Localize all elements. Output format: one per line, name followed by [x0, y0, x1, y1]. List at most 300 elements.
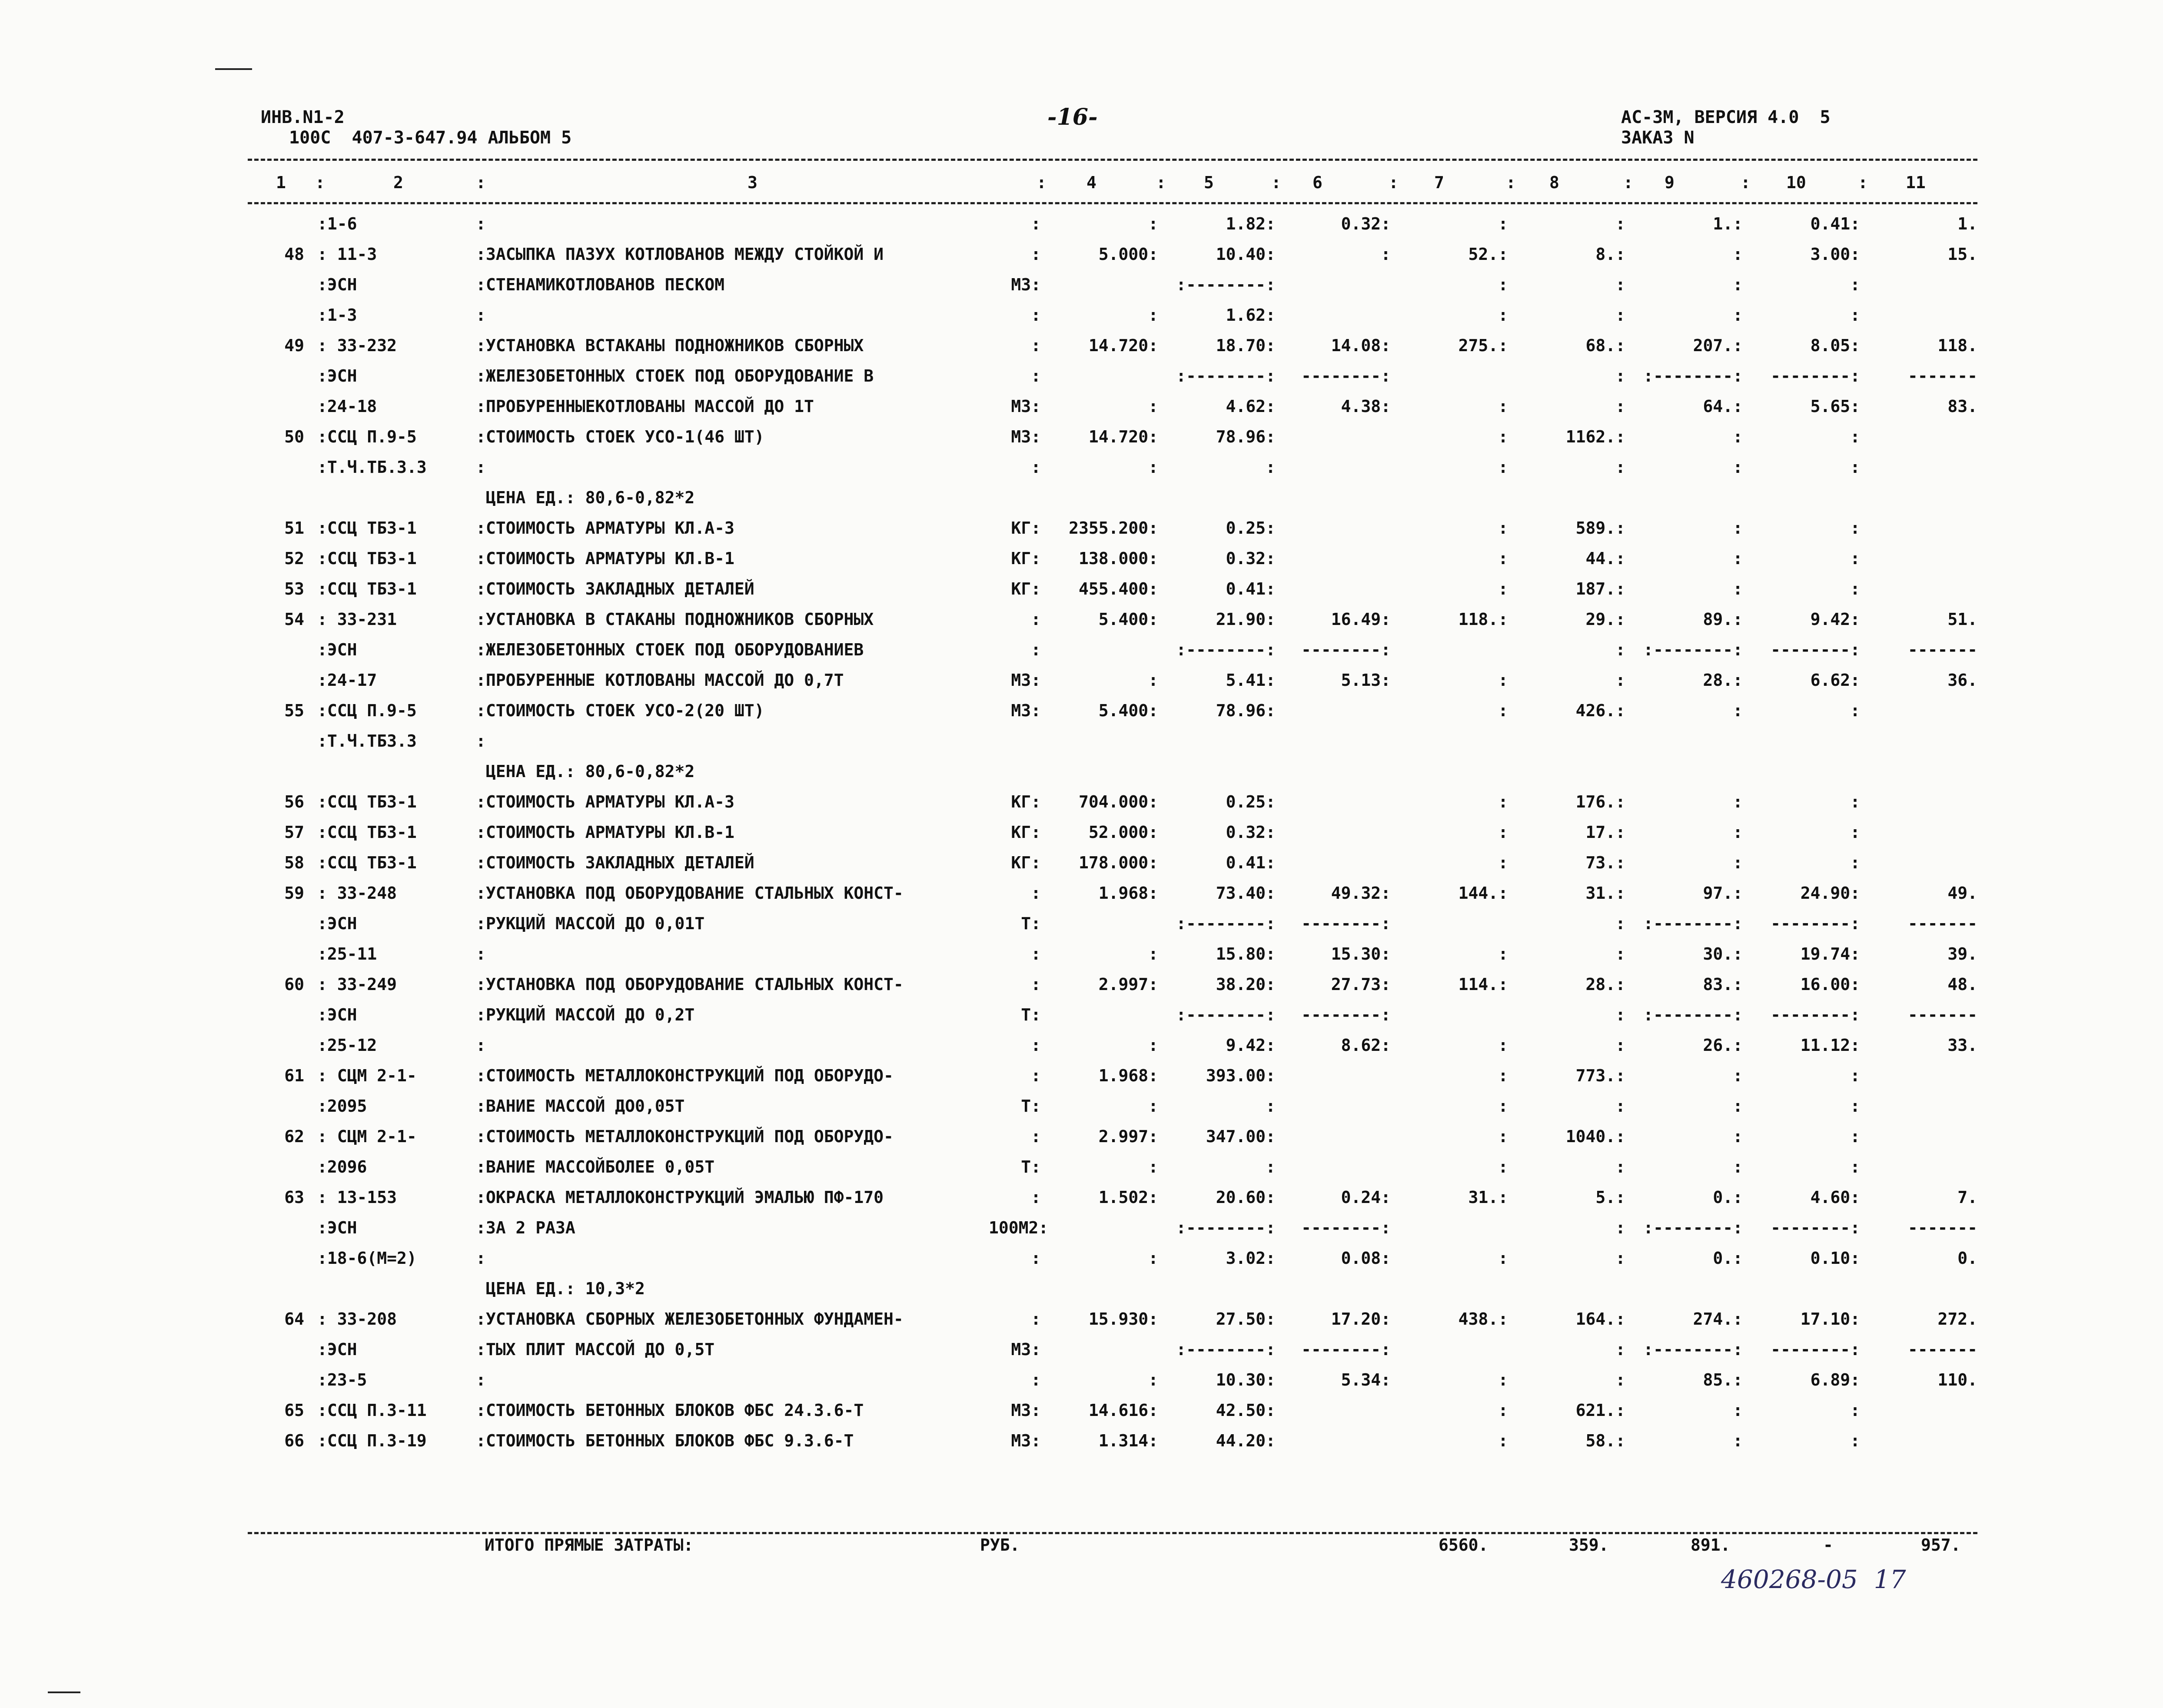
cell-2: : 33-249	[317, 975, 397, 994]
cell-9: :	[1615, 1036, 1625, 1055]
cell-9: :	[1615, 275, 1625, 294]
cell-11: --------:	[1771, 366, 1860, 385]
cell-8: :	[1498, 1066, 1508, 1085]
cell-7: 0.32:	[1341, 214, 1391, 233]
cell-9: :	[1615, 914, 1625, 933]
cell-9: 44.:	[1585, 549, 1625, 568]
cell-2: :25-11	[317, 944, 377, 964]
header-left-1: ИНВ.N1-2	[261, 107, 345, 127]
cell-6: 42.50:	[1216, 1401, 1276, 1420]
cell-3: :СТОИМОСТЬ АРМАТУРЫ КЛ.А-3	[476, 518, 734, 538]
cell-12: -------	[1907, 1218, 1977, 1237]
cell-12: 118.	[1937, 336, 1977, 355]
cell-3: :СТОИМОСТЬ МЕТАЛЛОКОНСТРУКЦИЙ ПОД ОБОРУДО-	[476, 1127, 894, 1146]
cell-9: 1162.:	[1565, 427, 1625, 446]
cell-4: КГ:	[1011, 579, 1041, 598]
table-row	[250, 669, 1977, 691]
col-11-header: 11	[1906, 173, 1926, 192]
cell-5: 14.720:	[1088, 427, 1158, 446]
cell-11: :	[1850, 579, 1860, 598]
cell-4: КГ:	[1011, 853, 1041, 872]
cell-9: 58.:	[1585, 1431, 1625, 1450]
cell-4: :	[1031, 245, 1041, 264]
cell-3: :ПРОБУРЕННЫЕ КОТЛОВАНЫ МАССОЙ ДО 0,7Т	[476, 671, 844, 690]
col-2-header: 2	[393, 173, 403, 192]
cell-6: 20.60:	[1216, 1188, 1276, 1207]
table-row	[250, 1186, 1977, 1208]
cell-11: --------:	[1771, 1218, 1860, 1237]
cell-8: :	[1498, 579, 1508, 598]
cell-5: :	[1148, 306, 1158, 325]
cell-1: 64	[284, 1309, 304, 1329]
cell-10: 85.:	[1703, 1370, 1743, 1389]
cell-12: 110.	[1937, 1370, 1977, 1389]
cell-11: :	[1850, 458, 1860, 477]
cell-11: 17.10:	[1800, 1309, 1860, 1329]
cell-2: :ЭСН	[317, 366, 357, 385]
col-7-header: 7	[1434, 173, 1444, 192]
cell-3: :	[476, 944, 486, 964]
cell-2: :24-18	[317, 397, 377, 416]
table-row	[250, 821, 1977, 843]
cell-5: 1.502:	[1098, 1188, 1158, 1207]
cell-5: 5.400:	[1098, 701, 1158, 720]
cell-6: 44.20:	[1216, 1431, 1276, 1450]
cell-3: :	[476, 1249, 486, 1268]
cell-12: 48.	[1947, 975, 1977, 994]
cell-12: -------	[1907, 1340, 1977, 1359]
table-row	[250, 1278, 1977, 1299]
cell-6: 347.00:	[1206, 1127, 1276, 1146]
cell-3: :ВАНИЕ МАССОЙ ДО0,05Т	[476, 1097, 685, 1116]
cell-1: 57	[284, 823, 304, 842]
cell-11: 9.42:	[1810, 610, 1860, 629]
cell-8: :	[1498, 1431, 1508, 1450]
cell-1: 55	[284, 701, 304, 720]
cell-2: :2096	[317, 1157, 367, 1176]
table-row	[250, 974, 1977, 995]
cell-2: : 33-248	[317, 884, 397, 903]
cell-9: :	[1615, 397, 1625, 416]
cell-8: :	[1498, 792, 1508, 811]
cell-9: 773.:	[1575, 1066, 1625, 1085]
col-6-header: 6	[1312, 173, 1322, 192]
cell-2: : 33-208	[317, 1309, 397, 1329]
cell-11: :	[1850, 1431, 1860, 1450]
table-row	[250, 1308, 1977, 1330]
cell-12: 49.	[1947, 884, 1977, 903]
cell-11: :	[1850, 792, 1860, 811]
cell-3: :СТОИМОСТЬ БЕТОННЫХ БЛОКОВ ФБС 24.3.6-Т	[476, 1401, 864, 1420]
cell-11: :	[1850, 1097, 1860, 1116]
cell-8: :	[1498, 397, 1508, 416]
cell-5: 14.720:	[1088, 336, 1158, 355]
cell-4: :	[1031, 1127, 1041, 1146]
cell-3: :	[476, 458, 486, 477]
header-right-1: АС-3М, ВЕРСИЯ 4.0 5	[1621, 107, 1831, 127]
col-8-header: 8	[1549, 173, 1559, 192]
cell-3: ЦЕНА ЕД.: 10,3*2	[476, 1279, 645, 1298]
table-row	[250, 1004, 1977, 1026]
table-row	[250, 548, 1977, 569]
cell-10: 274.:	[1693, 1309, 1743, 1329]
cell-4: Т:	[1021, 914, 1041, 933]
cell-2: :ССЦ ТБ3-1	[317, 792, 417, 811]
cell-9: 426.:	[1575, 701, 1625, 720]
cell-2: :ЭСН	[317, 1005, 357, 1024]
col-3-header: 3	[748, 173, 758, 192]
cell-6: 4.62:	[1226, 397, 1276, 416]
col-1-header: 1	[276, 173, 286, 192]
cell-3: :ВАНИЕ МАССОЙБОЛЕЕ 0,05Т	[476, 1157, 715, 1176]
cell-2: : СЦМ 2-1-	[317, 1127, 417, 1146]
cell-9: 176.:	[1575, 792, 1625, 811]
cell-2: :Т.Ч.ТБ.3.3	[317, 458, 427, 477]
cell-3: :ЗА 2 РАЗА	[476, 1218, 575, 1237]
cell-5: :	[1148, 214, 1158, 233]
cell-4: М3:	[1011, 1401, 1041, 1420]
cell-4: :	[1031, 944, 1041, 964]
column-header-row: 1 2 3 4 5 6 7 8 9 10 11 : : : : : : : : : :	[250, 169, 1977, 196]
cell-8: 31.:	[1468, 1188, 1508, 1207]
col-10-header: 10	[1786, 173, 1806, 192]
cell-2: :ССЦ П.3-19	[317, 1431, 427, 1450]
cell-3: :ЗАСЫПКА ПАЗУХ КОТЛОВАНОВ МЕЖДУ СТОЙКОЙ И	[476, 245, 884, 264]
table-row	[250, 456, 1977, 478]
cell-12: 36.	[1947, 671, 1977, 690]
cell-5: 704.000:	[1078, 792, 1158, 811]
cell-6: 78.96:	[1216, 427, 1276, 446]
cell-12: 1.	[1957, 214, 1977, 233]
cell-3: :СТЕНАМИКОТЛОВАНОВ ПЕСКОМ	[476, 275, 724, 294]
cell-7: --------:	[1301, 914, 1391, 933]
cell-5: :	[1148, 1097, 1158, 1116]
cell-5: :	[1148, 397, 1158, 416]
cell-7: --------:	[1301, 640, 1391, 659]
cell-10: :	[1733, 1127, 1743, 1146]
cell-7: 5.13:	[1341, 671, 1391, 690]
cell-8: :	[1498, 306, 1508, 325]
cell-12: 33.	[1947, 1036, 1977, 1055]
cell-11: --------:	[1771, 914, 1860, 933]
cell-4: КГ:	[1011, 792, 1041, 811]
stray-mark-bottom	[48, 1691, 80, 1693]
table-row	[250, 913, 1977, 934]
cell-8: 52.:	[1468, 245, 1508, 264]
table-row	[250, 487, 1977, 508]
cell-12: 51.	[1947, 610, 1977, 629]
cell-9: 187.:	[1575, 579, 1625, 598]
cell-3: :ЖЕЛЕЗОБЕТОННЫХ СТОЕК ПОД ОБОРУДОВАНИЕВ	[476, 640, 864, 659]
cell-4: :	[1031, 640, 1041, 659]
cell-8: :	[1498, 549, 1508, 568]
cell-11: 5.65:	[1810, 397, 1860, 416]
cell-11: --------:	[1771, 1005, 1860, 1024]
cell-5: 2.997:	[1098, 975, 1158, 994]
cell-6: 1.62:	[1226, 306, 1276, 325]
cell-3: :ЖЕЛЕЗОБЕТОННЫХ СТОЕК ПОД ОБОРУДОВАНИЕ В	[476, 366, 874, 385]
cell-11: :	[1850, 549, 1860, 568]
cell-1: 60	[284, 975, 304, 994]
cell-2: :ССЦ ТБ3-1	[317, 579, 417, 598]
totals-col7: 6560.	[1439, 1535, 1489, 1555]
cell-2: :ЭСН	[317, 275, 357, 294]
table-row	[250, 791, 1977, 813]
totals-col10: -	[1823, 1535, 1833, 1555]
cell-2: :ССЦ ТБ3-1	[317, 518, 417, 538]
cell-6: 0.32:	[1226, 549, 1276, 568]
table-row	[250, 1065, 1977, 1087]
cell-7: 14.08:	[1331, 336, 1391, 355]
cell-2: :ССЦ П.9-5	[317, 701, 417, 720]
cell-2: :ССЦ ТБ3-1	[317, 823, 417, 842]
cell-6: :--------:	[1176, 1340, 1276, 1359]
cell-6: 10.30:	[1216, 1370, 1276, 1389]
cell-12: -------	[1907, 640, 1977, 659]
cell-6: :--------:	[1176, 366, 1276, 385]
cell-2: :ЭСН	[317, 1340, 357, 1359]
table-row	[250, 882, 1977, 904]
cell-7: 17.20:	[1331, 1309, 1391, 1329]
cell-8: :	[1498, 1401, 1508, 1420]
cell-5: 1.968:	[1098, 884, 1158, 903]
cell-7: 4.38:	[1341, 397, 1391, 416]
cell-3: :ОКРАСКА МЕТАЛЛОКОНСТРУКЦИЙ ЭМАЛЬЮ ПФ-170	[476, 1188, 884, 1207]
cell-8: :	[1498, 1097, 1508, 1116]
cell-9: :	[1615, 640, 1625, 659]
cell-1: 56	[284, 792, 304, 811]
cell-4: М3:	[1011, 701, 1041, 720]
cell-10: :	[1733, 245, 1743, 264]
table-row	[250, 1339, 1977, 1360]
cell-10: :	[1733, 1401, 1743, 1420]
cell-3: :СТОИМОСТЬ МЕТАЛЛОКОНСТРУКЦИЙ ПОД ОБОРУДО-	[476, 1066, 894, 1085]
cell-9: 29.:	[1585, 610, 1625, 629]
cell-2: :1-3	[317, 306, 357, 325]
cell-8: :	[1498, 944, 1508, 964]
cell-6: 21.90:	[1216, 610, 1276, 629]
cell-7: :	[1381, 245, 1391, 264]
cell-6: :--------:	[1176, 1218, 1276, 1237]
cell-9: 621.:	[1575, 1401, 1625, 1420]
table-row	[250, 1034, 1977, 1056]
cell-4: :	[1031, 306, 1041, 325]
cell-8: :	[1498, 853, 1508, 872]
totals-col11: 957.	[1921, 1535, 1961, 1555]
table-row	[250, 608, 1977, 630]
cell-9: 1040.:	[1565, 1127, 1625, 1146]
table-row	[250, 730, 1977, 752]
totals-col8: 359.	[1569, 1535, 1609, 1555]
cell-9: :	[1615, 366, 1625, 385]
cell-4: КГ:	[1011, 518, 1041, 538]
cell-3: :СТОИМОСТЬ СТОЕК УСО-1(46 ШТ)	[476, 427, 764, 446]
cell-3: :СТОИМОСТЬ СТОЕК УСО-2(20 ШТ)	[476, 701, 764, 720]
cell-5: 1.314:	[1098, 1431, 1158, 1450]
cell-1: 61	[284, 1066, 304, 1085]
header-left-2: 100С 407-3-647.94 АЛЬБОМ 5	[289, 128, 572, 148]
cell-9: 5.:	[1595, 1188, 1625, 1207]
table-row	[250, 1369, 1977, 1391]
cell-12: 272.	[1937, 1309, 1977, 1329]
cell-3: :УСТАНОВКА ПОД ОБОРУДОВАНИЕ СТАЛЬНЫХ КОНСТ-	[476, 884, 904, 903]
col-5-header: 5	[1204, 173, 1214, 192]
cell-9: :	[1615, 458, 1625, 477]
cell-5: 5.400:	[1098, 610, 1158, 629]
cell-1: 51	[284, 518, 304, 538]
cell-10: :	[1733, 1157, 1743, 1176]
table-row	[250, 1156, 1977, 1178]
cell-3: ЦЕНА ЕД.: 80,6-0,82*2	[476, 488, 695, 507]
cell-2: :ССЦ П.9-5	[317, 427, 417, 446]
cell-6: :--------:	[1176, 640, 1276, 659]
cell-3: :СТОИМОСТЬ БЕТОННЫХ БЛОКОВ ФБС 9.3.6-Т	[476, 1431, 854, 1450]
cell-9: :	[1615, 1005, 1625, 1024]
cell-4: М3:	[1011, 1431, 1041, 1450]
cell-11: :	[1850, 853, 1860, 872]
cell-5: :	[1148, 671, 1158, 690]
table-row	[250, 1217, 1977, 1239]
cell-5: 178.000:	[1078, 853, 1158, 872]
cell-10: 0.:	[1713, 1188, 1743, 1207]
cell-2: : СЦМ 2-1-	[317, 1066, 417, 1085]
cell-6: 78.96:	[1216, 701, 1276, 720]
cell-11: :	[1850, 306, 1860, 325]
cell-10: 28.:	[1703, 671, 1743, 690]
cell-2: : 33-232	[317, 336, 397, 355]
cell-2: :1-6	[317, 214, 357, 233]
cell-6: 0.41:	[1226, 579, 1276, 598]
cell-6: :	[1266, 1097, 1276, 1116]
cell-8: 114.:	[1458, 975, 1508, 994]
cell-10: 1.:	[1713, 214, 1743, 233]
cell-10: 89.:	[1703, 610, 1743, 629]
cell-1: 48	[284, 245, 304, 264]
cell-10: :	[1733, 427, 1743, 446]
cell-12: -------	[1907, 914, 1977, 933]
cell-4: М3:	[1011, 397, 1041, 416]
cell-8: 275.:	[1458, 336, 1508, 355]
cell-7: --------:	[1301, 366, 1391, 385]
cell-10: :--------:	[1643, 640, 1743, 659]
cell-12: 83.	[1947, 397, 1977, 416]
cell-8: :	[1498, 823, 1508, 842]
cell-5: :	[1148, 1370, 1158, 1389]
table-row	[250, 761, 1977, 782]
cell-6: 0.32:	[1226, 823, 1276, 842]
cell-10: :	[1733, 1066, 1743, 1085]
cell-11: :	[1850, 1401, 1860, 1420]
cell-10: :	[1733, 1097, 1743, 1116]
cell-10: :--------:	[1643, 1005, 1743, 1024]
table-row	[250, 852, 1977, 874]
cell-1: 50	[284, 427, 304, 446]
cell-4: М3:	[1011, 671, 1041, 690]
cell-4: :	[1031, 1066, 1041, 1085]
cell-1: 49	[284, 336, 304, 355]
table-row	[250, 335, 1977, 356]
cell-8: :	[1498, 1157, 1508, 1176]
table-row	[250, 213, 1977, 235]
cell-9: 73.:	[1585, 853, 1625, 872]
cell-5: :	[1148, 1036, 1158, 1055]
cell-3: :СТОИМОСТЬ АРМАТУРЫ КЛ.В-1	[476, 823, 734, 842]
cell-6: 9.42:	[1226, 1036, 1276, 1055]
cell-3: :РУКЦИЙ МАССОЙ ДО 0,2Т	[476, 1005, 695, 1024]
cell-10: :	[1733, 823, 1743, 842]
cell-4: :	[1031, 336, 1041, 355]
cell-3: :	[476, 1370, 486, 1389]
cell-4: :	[1031, 1188, 1041, 1207]
cell-9: :	[1615, 214, 1625, 233]
col-4-header: 4	[1086, 173, 1096, 192]
cell-9: :	[1615, 1097, 1625, 1116]
cell-6: 38.20:	[1216, 975, 1276, 994]
cell-6: :	[1266, 458, 1276, 477]
cell-10: :--------:	[1643, 366, 1743, 385]
cell-6: 73.40:	[1216, 884, 1276, 903]
cell-1: 62	[284, 1127, 304, 1146]
cell-2: :ССЦ ТБ3-1	[317, 853, 417, 872]
totals-label: ИТОГО ПРЯМЫЕ ЗАТРАТЫ:	[485, 1535, 694, 1555]
cell-6: 27.50:	[1216, 1309, 1276, 1329]
cell-5: :	[1148, 1249, 1158, 1268]
cell-3: :	[476, 214, 486, 233]
cell-11: 24.90:	[1800, 884, 1860, 903]
cell-3: :	[476, 306, 486, 325]
col-9-header: 9	[1665, 173, 1675, 192]
cell-7: 5.34:	[1341, 1370, 1391, 1389]
cell-11: 11.12:	[1800, 1036, 1860, 1055]
table-row	[250, 426, 1977, 448]
cell-10: :	[1733, 1431, 1743, 1450]
cell-6: 0.41:	[1226, 853, 1276, 872]
cell-11: :	[1850, 1127, 1860, 1146]
cell-7: --------:	[1301, 1005, 1391, 1024]
cell-8: :	[1498, 671, 1508, 690]
cell-5: 2.997:	[1098, 1127, 1158, 1146]
cell-4: :	[1031, 610, 1041, 629]
table-row	[250, 578, 1977, 600]
cell-6: 10.40:	[1216, 245, 1276, 264]
cell-11: 0.10:	[1810, 1249, 1860, 1268]
cell-4: КГ:	[1011, 823, 1041, 842]
table-row	[250, 943, 1977, 965]
cell-4: :	[1031, 458, 1041, 477]
cell-2: :23-5	[317, 1370, 367, 1389]
cell-3: :РУКЦИЙ МАССОЙ ДО 0,01Т	[476, 914, 705, 933]
cell-8: :	[1498, 1249, 1508, 1268]
cell-3: :УСТАНОВКА ПОД ОБОРУДОВАНИЕ СТАЛЬНЫХ КОНСТ-	[476, 975, 904, 994]
cell-2: :ЭСН	[317, 640, 357, 659]
cell-5: 2355.200:	[1069, 518, 1158, 538]
cell-5: 15.930:	[1088, 1309, 1158, 1329]
cell-1: 54	[284, 610, 304, 629]
cell-3: :УСТАНОВКА СБОРНЫХ ЖЕЛЕЗОБЕТОННЫХ ФУНДАМЕН-	[476, 1309, 904, 1329]
cell-8: 118.:	[1458, 610, 1508, 629]
cell-10: 30.:	[1703, 944, 1743, 964]
cell-12: 39.	[1947, 944, 1977, 964]
table-row	[250, 700, 1977, 721]
cell-9: :	[1615, 1157, 1625, 1176]
cell-10: :	[1733, 549, 1743, 568]
cell-9: :	[1615, 671, 1625, 690]
cell-6: 3.02:	[1226, 1249, 1276, 1268]
cell-1: 59	[284, 884, 304, 903]
cell-11: :	[1850, 1157, 1860, 1176]
cell-12: -------	[1907, 366, 1977, 385]
cell-11: 6.62:	[1810, 671, 1860, 690]
